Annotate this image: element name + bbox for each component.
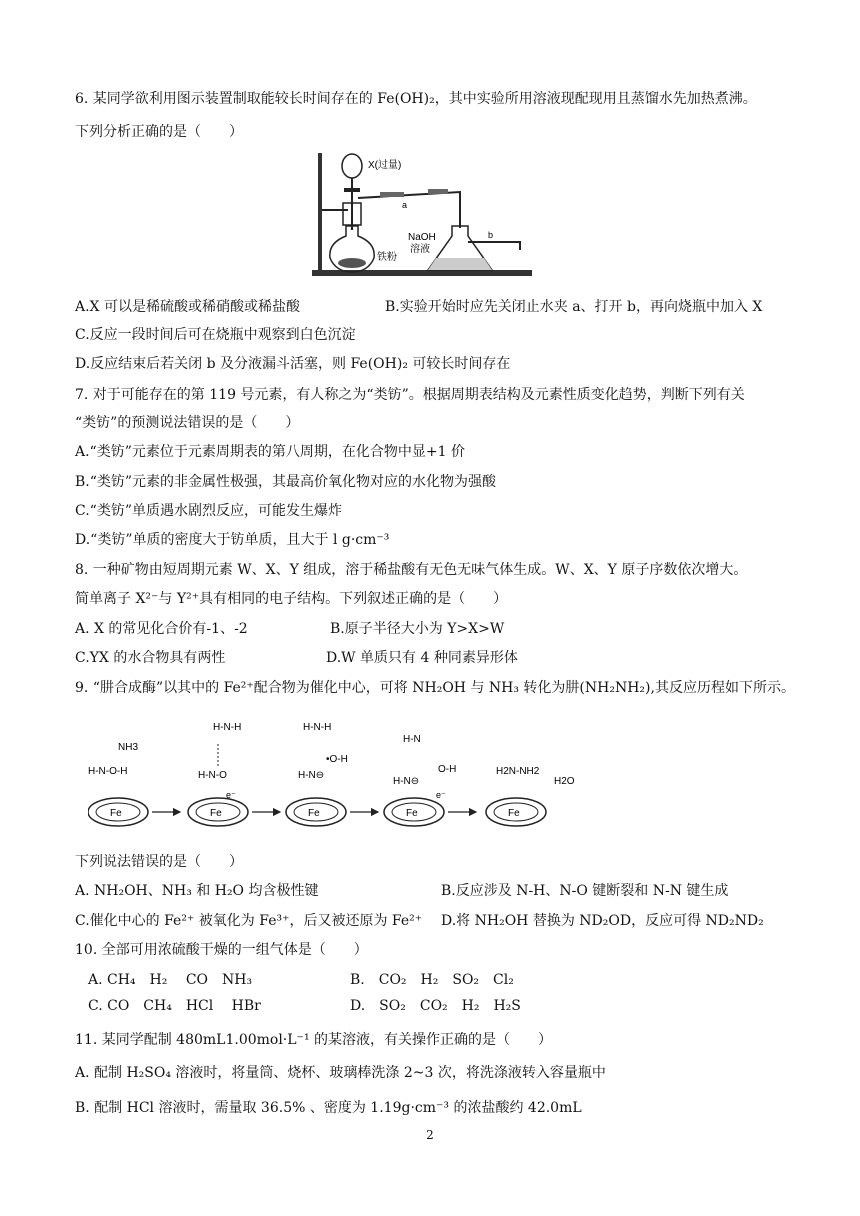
q8-option-b: B.原子半径大小为 Y>X>W xyxy=(330,621,505,637)
q8-option-c: C.YX 的水合物具有两性 xyxy=(75,650,226,666)
q9-mechanism-figure xyxy=(88,712,578,842)
q9-stem-line2: 下列说法错误的是（ ） xyxy=(75,854,243,870)
q9-product-label: H2N-NH2 xyxy=(496,766,540,777)
q6-label-iron: 铁粉 xyxy=(377,252,397,263)
svg-text:Fe: Fe xyxy=(110,808,122,819)
svg-text:H-N-H: H-N-H xyxy=(303,722,332,733)
q10-stem: 10. 全部可用浓硫酸干燥的一组气体是（ ） xyxy=(75,942,368,958)
q11-option-b: B. 配制 HCl 溶液时，需量取 36.5% 、密度为 1.19g·cm⁻³ 的浓盐酸约 42.0mL xyxy=(75,1100,582,1116)
q7-stem-line1: 7. 对于可能存在的第 119 号元素，有人称之为“类钫”。根据周期表结构及元素性质变化趋势，判断下列有关 xyxy=(75,387,745,403)
q7-option-b: B.“类钫”元素的非金属性极强，其最高价氧化物对应的水化物为强酸 xyxy=(75,474,497,490)
q11-option-a: A. 配制 H₂SO₄ 溶液时，将量筒、烧杯、玻璃棒洗涤 2~3 次，将洗涤液转入容量瓶中 xyxy=(75,1065,606,1081)
q7-option-c: C.“类钫”单质遇水剧烈反应，可能发生爆炸 xyxy=(75,503,342,519)
svg-text:H-N-H: H-N-H xyxy=(213,722,242,733)
q7-stem-line2: “类钫”的预测说法错误的是（ ） xyxy=(75,415,300,431)
q9-option-b: B.反应涉及 N-H、N-O 键断裂和 N-N 键生成 xyxy=(441,883,729,899)
q9-fe-ring-1 xyxy=(88,798,148,826)
svg-text:H-N⊖: H-N⊖ xyxy=(298,770,325,781)
q9-fe-ring-2 xyxy=(188,798,248,826)
q6-option-a: A.X 可以是稀硫酸或稀硝酸或稀盐酸 xyxy=(75,299,300,315)
svg-text:H-N-O-H: H-N-O-H xyxy=(88,766,128,777)
page-number: 2 xyxy=(426,1128,434,1142)
q9-option-d: D.将 NH₂OH 替换为 ND₂OD，反应可得 ND₂ND₂ xyxy=(441,913,764,929)
q10-option-d: D. SO₂ CO₂ H₂ H₂S xyxy=(350,998,521,1014)
q6-option-b: B.实验开始时应先关闭止水夹 a、打开 b，再向烧瓶中加入 X xyxy=(385,299,763,315)
q11-stem: 11. 某同学配制 480mL1.00mol·L⁻¹ 的某溶液，有关操作正确的是（ ） xyxy=(75,1032,553,1048)
q7-option-a: A.“类钫”元素位于元素周期表的第八周期，在化合物中显+1 价 xyxy=(75,444,465,460)
q8-option-d: D.W 单质只有 4 种同素异形体 xyxy=(326,650,518,666)
q9-fe-ring-5 xyxy=(486,798,546,826)
q9-stem-line1: 9. “肼合成酶”以其中的 Fe²⁺配合物为催化中心，可将 NH₂OH 与 NH₃ 转化为肼(NH₂NH₂),其反应历程如下所示。 xyxy=(75,680,795,696)
q9-fe-ring-3 xyxy=(286,798,346,826)
q9-option-c: C.催化中心的 Fe²⁺ 被氧化为 Fe³⁺，后又被还原为 Fe²⁺ xyxy=(75,913,423,929)
q7-option-d: D.“类钫”单质的密度大于钫单质，且大于 l g·cm⁻³ xyxy=(75,532,390,548)
svg-text:H-N-O: H-N-O xyxy=(198,770,227,781)
q10-option-c: C. CO CH₄ HCl HBr xyxy=(88,998,261,1014)
q6-option-d: D.反应结束后若关闭 b 及分液漏斗活塞，则 Fe(OH)₂ 可较长时间存在 xyxy=(75,356,511,372)
q6-apparatus-figure xyxy=(310,148,540,284)
q10-option-a: A. CH₄ H₂ CO NH₃ xyxy=(88,972,253,988)
q6-label-a: a xyxy=(402,200,408,210)
q6-label-b: b xyxy=(488,230,494,240)
svg-text:H-N: H-N xyxy=(403,734,421,745)
q8-stem-line1: 8. 一种矿物由短周期元素 W、X、Y 组成，溶于稀盐酸有无色无味气体生成。W、X、Y 原子序数依次增大。 xyxy=(75,562,748,578)
svg-text:e⁻: e⁻ xyxy=(436,790,446,800)
q6-stem-line1: 6. 某同学欲利用图示装置制取能较长时间存在的 Fe(OH)₂，其中实验所用溶液现配现用且蒸馏水先加热煮沸。 xyxy=(75,91,757,107)
svg-text:•O-H: •O-H xyxy=(326,754,348,765)
svg-text:Fe: Fe xyxy=(210,808,222,819)
q8-option-a: A. X 的常见化合价有-1、-2 xyxy=(75,621,248,637)
q6-label-soln: 溶液 xyxy=(410,244,430,255)
svg-text:e⁻: e⁻ xyxy=(226,790,236,800)
svg-text:Fe: Fe xyxy=(508,808,520,819)
q6-option-c: C.反应一段时间后可在烧瓶中观察到白色沉淀 xyxy=(75,327,356,343)
q9-h2o-label: H2O xyxy=(554,776,575,787)
q6-label-x: X(过量) xyxy=(368,160,402,171)
q9-option-a: A. NH₂OH、NH₃ 和 H₂O 均含极性键 xyxy=(75,883,319,899)
q10-option-b: B. CO₂ H₂ SO₂ Cl₂ xyxy=(350,972,514,988)
svg-text:O-H: O-H xyxy=(438,764,457,775)
q9-fe-ring-4 xyxy=(384,798,444,826)
q6-stem-line2: 下列分析正确的是（ ） xyxy=(75,124,243,140)
q9-nh3-label: NH3 xyxy=(118,742,139,753)
svg-text:H-N⊖: H-N⊖ xyxy=(393,776,420,787)
q8-stem-line2: 简单离子 X²⁻与 Y²⁺具有相同的电子结构。下列叙述正确的是（ ） xyxy=(75,591,508,607)
q6-label-naoh: NaOH xyxy=(408,232,436,243)
svg-text:Fe: Fe xyxy=(308,808,320,819)
svg-text:Fe: Fe xyxy=(406,808,418,819)
